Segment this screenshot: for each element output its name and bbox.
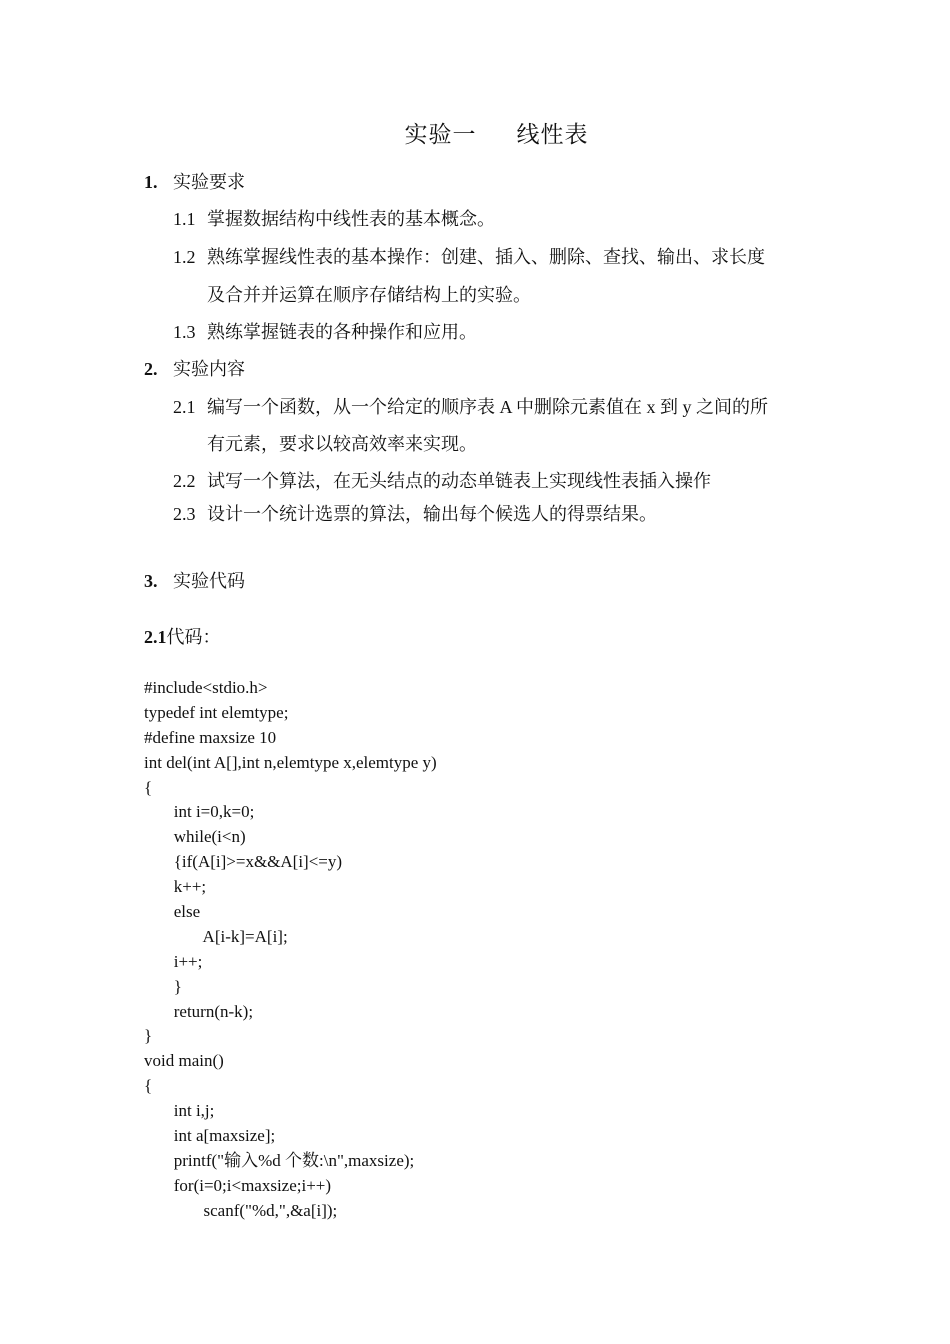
code-line: {: [144, 1076, 153, 1096]
code-heading-label: 代码：: [166, 627, 221, 647]
item-text: 掌握数据结构中线性表的基本概念。: [207, 209, 495, 229]
item-text: 编写一个函数，从一个给定的顺序表 A 中删除元素值在 x 到 y 之间的所: [207, 397, 769, 417]
item-text: 设计一个统计选票的算法，输出每个候选人的得票结果。: [207, 504, 657, 524]
code-line: i++;: [144, 951, 203, 971]
code-line: return(n-k);: [144, 1001, 254, 1021]
item-text: 熟练掌握线性表的基本操作：创建、插入、删除、查找、输出、求长度: [207, 247, 765, 267]
list-item-1-2: [173, 246, 765, 268]
section-label: 实验要求: [173, 172, 245, 192]
item-number: 1.1: [173, 209, 196, 229]
code-line: scanf("%d,",&a[i]);: [144, 1200, 338, 1220]
code-line: }: [144, 1026, 153, 1046]
section-3-heading: [144, 570, 245, 592]
section-number: 3.: [144, 571, 158, 591]
code-line: }: [144, 976, 182, 996]
code-line: A[i-k]=A[i];: [144, 926, 288, 946]
item-number: 2.1: [173, 397, 196, 417]
title-part-1: 实验一: [404, 122, 477, 148]
code-line: #define maxsize 10: [144, 727, 277, 747]
item-number: 1.2: [173, 247, 196, 267]
code-line: int a[maxsize];: [144, 1126, 276, 1146]
code-line: int i,j;: [144, 1101, 215, 1121]
code-line: printf("输入%d 个数:\n",maxsize);: [144, 1150, 415, 1170]
section-number: 1.: [144, 172, 158, 192]
section-label: 实验代码: [173, 571, 245, 591]
item-number: 2.2: [173, 471, 196, 491]
item-number: 1.3: [173, 322, 196, 342]
code-block: [144, 676, 437, 1224]
list-item-2-3: [173, 503, 657, 525]
item-number: 2.3: [173, 504, 196, 524]
code-line: #include<stdio.h>: [144, 678, 268, 697]
item-text: 试写一个算法，在无头结点的动态单链表上实现线性表插入操作: [207, 471, 711, 491]
code-heading-number: 2.1: [144, 627, 167, 647]
list-item-1-2-continuation: 及合并并运算在顺序存储结构上的实验。: [207, 285, 531, 305]
code-line: {if(A[i]>=x&&A[i]<=y): [144, 852, 343, 872]
code-line: {: [144, 777, 153, 797]
section-number: 2.: [144, 359, 158, 379]
code-line: else: [144, 902, 201, 922]
list-item-1-3: [173, 321, 477, 343]
code-line: int i=0,k=0;: [144, 802, 255, 822]
page-title: [0, 116, 950, 149]
list-item-2-1-continuation: 有元素，要求以较高效率来实现。: [207, 434, 477, 454]
list-item-1-1: [173, 208, 495, 230]
code-line: int del(int A[],int n,elemtype x,elemtype y): [144, 752, 437, 772]
code-line: k++;: [144, 877, 207, 897]
code-line: for(i=0;i<maxsize;i++): [144, 1175, 332, 1195]
code-line: while(i<n): [144, 827, 246, 847]
list-item-2-1: [173, 396, 768, 418]
code-line: void main(): [144, 1051, 224, 1071]
section-2-heading: [144, 358, 245, 380]
code-heading: [144, 626, 221, 648]
item-text: 熟练掌握链表的各种操作和应用。: [207, 322, 477, 342]
section-1-heading: [144, 171, 245, 193]
section-label: 实验内容: [173, 359, 245, 379]
title-part-2: 线性表: [516, 122, 589, 148]
code-line: typedef int elemtype;: [144, 702, 289, 722]
list-item-2-2: [173, 470, 711, 492]
